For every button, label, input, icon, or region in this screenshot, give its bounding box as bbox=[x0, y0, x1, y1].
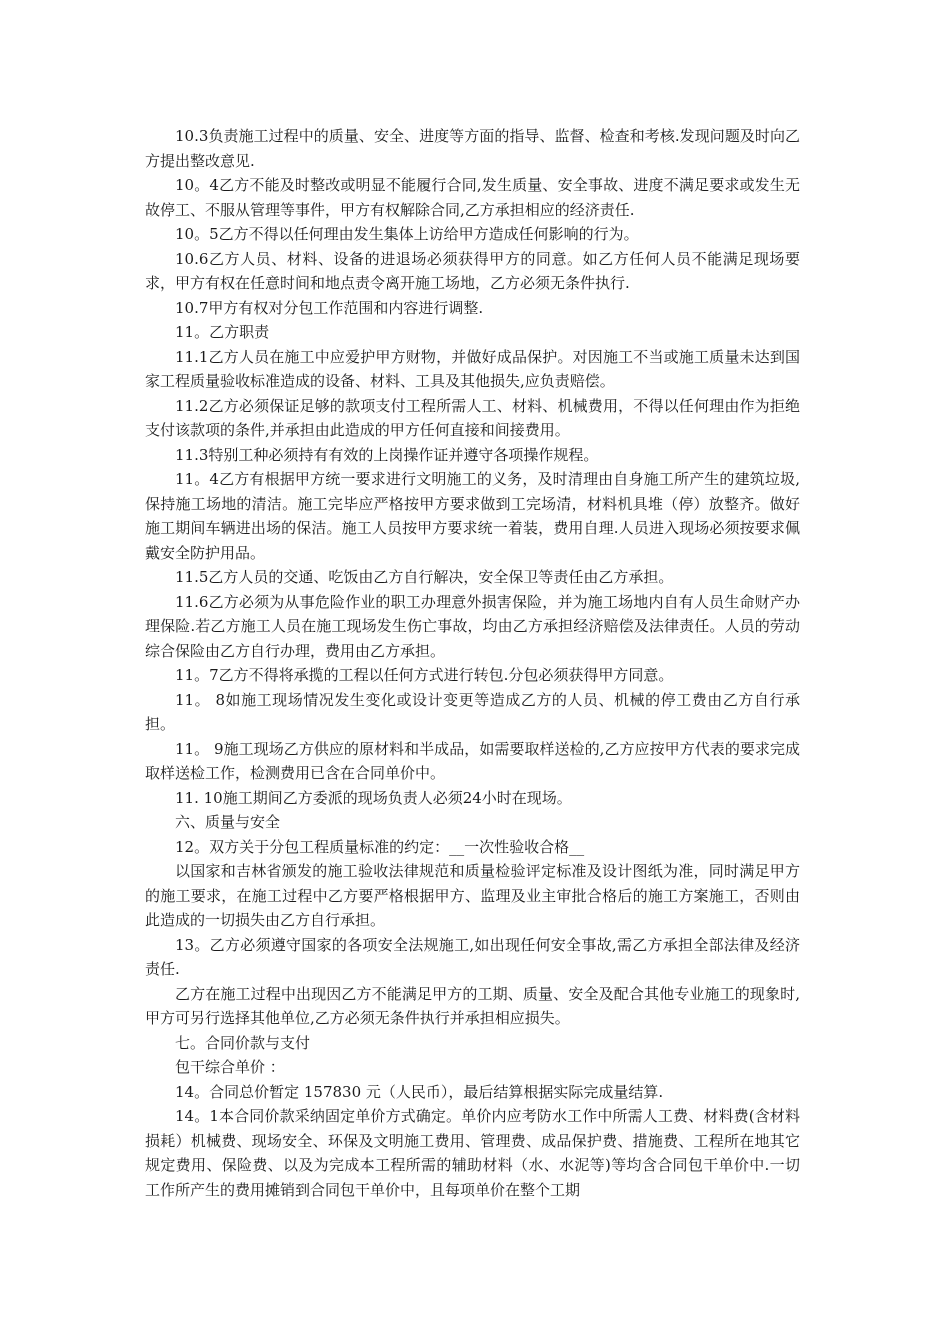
clause-11-5: 11.5乙方人员的交通、吃饭由乙方自行解决，安全保卫等责任由乙方承担。 bbox=[175, 568, 674, 586]
clause-14: 14。合同总价暂定 157830 元（人民币），最后结算根据实际完成量结算. bbox=[175, 1082, 664, 1101]
clause-11-9: 11。 9施工现场乙方供应的原材料和半成品，如需要取样送检的,乙方应按甲方代表的要求完成取样送检工作，检测费用已含在合同单价中。 bbox=[145, 739, 800, 782]
clause-10-7: 10.7甲方有权对分包工作范围和内容进行调整. bbox=[175, 298, 484, 317]
section-6-heading: 六、质量与安全 bbox=[175, 813, 281, 831]
clause-14-1: 14。1本合同价款采纳固定单价方式确定。单价内应考防水工作中所需人工费、材料费(含材料损耗）机械费、现场安全、环保及文明施工费用、管理费、成品保护费、措施费、工程所在地其它规定费用、保险费、以及为完成本工程所需的辅助材料（水、水泥等)等均含合同包干单价中.一切工作所产生的费用摊销到合同包干单价中，且每项单价在整个工期 bbox=[145, 1107, 800, 1199]
clause-11-7: 11。7乙方不得将承揽的工程以任何方式进行转包.分包必须获得甲方同意。 bbox=[175, 666, 674, 684]
section-7-heading: 七。合同价款与支付 bbox=[175, 1033, 311, 1052]
clause-11-4: 11。4乙方有根据甲方统一要求进行文明施工的义务，及时清理由自身施工所产生的建筑垃圾,保持施工场地的清洁。施工完毕应严格按甲方要求做到工完场清，材料机具堆（停）放整齐。做好施工期间车辆进出场的保洁。施工人员按甲方要求统一着装，费用自理.人员进入现场必须按要求佩戴安全防护用品。 bbox=[145, 470, 800, 562]
clause-10-4: 10。4乙方不能及时整改或明显不能履行合同,发生质量、安全事故、进度不满足要求或发生无故停工、不服从管理等事件，甲方有权解除合同,乙方承担相应的经济责任. bbox=[145, 176, 800, 219]
clause-13-detail: 乙方在施工过程中出现因乙方不能满足甲方的工期、质量、安全及配合其他专业施工的现象时,甲方可另行选择其他单位,乙方必须无条件执行并承担相应损失。 bbox=[145, 984, 800, 1027]
clause-11-8: 11。 8如施工现场情况发生变化或设计变更等造成乙方的人员、机械的停工费由乙方自行承担。 bbox=[145, 690, 800, 733]
section-11-heading: 11。乙方职责 bbox=[175, 323, 270, 341]
clause-10-6: 10.6乙方人员、材料、设备的进退场必须获得甲方的同意。如乙方任何人员不能满足现场要求，甲方有权在任意时间和地点责令离开施工场地，乙方必须无条件执行. bbox=[145, 249, 800, 292]
clause-12: 12。双方关于分包工程质量标准的约定：__一次性验收合格__ bbox=[175, 837, 585, 856]
clause-10-3: 10.3负责施工过程中的质量、安全、进度等方面的指导、监督、检查和考核.发现问题及时向乙方提出整改意见. bbox=[145, 127, 800, 170]
clause-12-detail: 以国家和吉林省颁发的施工验收法律规范和质量检验评定标准及设计图纸为准，同时满足甲方的施工要求，在施工过程中乙方要严格根据甲方、监理及业主审批合格后的施工方案施工，否则由此造成的一切损失由乙方自行承担。 bbox=[145, 862, 800, 929]
clause-11-6: 11.6乙方必须为从事危险作业的职工办理意外损害保险，并为施工场地内自有人员生命财产办理保险.若乙方施工人员在施工现场发生伤亡事故，均由乙方承担经济赔偿及法律责任。人员的劳动综合保险由乙方自行办理，费用由乙方承担。 bbox=[145, 592, 800, 660]
clause-11-1: 11.1乙方人员在施工中应爱护甲方财物，并做好成品保护。对因施工不当或施工质量未达到国家工程质量验收标准造成的设备、材料、工具及其他损失,应负责赔偿。 bbox=[145, 347, 800, 390]
clause-11-2: 11.2乙方必须保证足够的款项支付工程所需人工、材料、机械费用，不得以任何理由作为拒绝支付该款项的条件,并承担由此造成的甲方任何直接和间接费用。 bbox=[145, 396, 800, 439]
document-page bbox=[145, 124, 800, 1202]
unit-price-label: 包干综合单价 ： bbox=[175, 1058, 285, 1076]
clause-11-10: 11. 10施工期间乙方委派的现场负责人必须24小时在现场。 bbox=[175, 788, 572, 807]
clause-10-5: 10。5乙方不得以任何理由发生集体上访给甲方造成任何影响的行为。 bbox=[175, 225, 639, 243]
clause-11-3: 11.3特别工种必须持有有效的上岗操作证并遵守各项操作规程。 bbox=[175, 445, 599, 464]
clause-13: 13。乙方必须遵守国家的各项安全法规施工,如出现任何安全事故,需乙方承担全部法律及经济责任. bbox=[145, 935, 800, 978]
